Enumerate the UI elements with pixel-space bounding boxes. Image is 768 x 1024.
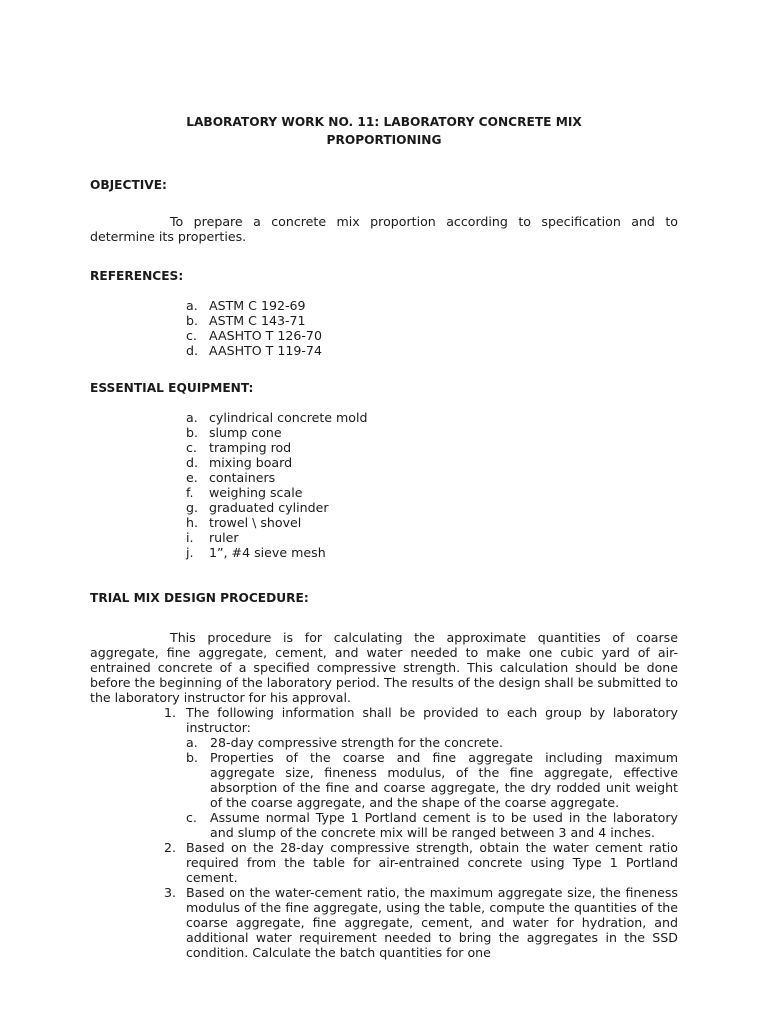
list-marker: b. — [186, 313, 198, 328]
procedure-step — [164, 840, 678, 885]
objective-text: To prepare a concrete mix proportion according to specification and to determine its properties. — [90, 214, 678, 244]
procedure-heading: TRIAL MIX DESIGN PROCEDURE: — [90, 591, 309, 605]
equipment-text: trowel \ shovel — [209, 515, 302, 530]
list-marker: c. — [186, 440, 197, 455]
equipment-text: 1”, #4 sieve mesh — [209, 545, 326, 560]
procedure-steps — [164, 705, 678, 960]
equipment-text: graduated cylinder — [209, 500, 329, 515]
list-item — [186, 530, 678, 545]
title-line-1: LABORATORY WORK NO. 11: LABORATORY CONCRETE MIX — [186, 115, 582, 129]
list-item — [186, 410, 678, 425]
references-list — [186, 298, 678, 358]
document-page — [90, 113, 678, 960]
list-marker: j. — [186, 545, 194, 560]
list-marker: g. — [186, 500, 198, 515]
list-item — [186, 810, 678, 840]
reference-text: AASHTO T 126-70 — [209, 328, 322, 343]
step-sub-list — [186, 735, 678, 840]
equipment-text: weighing scale — [209, 485, 303, 500]
step-marker: 2. — [164, 840, 177, 855]
list-item — [186, 545, 678, 560]
equipment-text: slump cone — [209, 425, 282, 440]
list-item — [186, 455, 678, 470]
equipment-text: mixing board — [209, 455, 293, 470]
list-item — [186, 440, 678, 455]
list-marker: b. — [186, 425, 198, 440]
list-item — [186, 298, 678, 313]
sub-step-text: Assume normal Type 1 Portland cement is to be used in the laboratory and slump of the concrete mix will be ranged between 3 and 4 inches. — [210, 810, 678, 840]
list-marker: h. — [186, 515, 198, 530]
step-text: Based on the 28-day compressive strength, obtain the water cement ratio required from the table for air-entrained concrete using Type 1 Portland cement. — [186, 840, 678, 885]
list-item — [186, 735, 678, 750]
equipment-text: containers — [209, 470, 276, 485]
list-item — [186, 500, 678, 515]
list-item — [186, 328, 678, 343]
list-marker: a. — [186, 298, 198, 313]
reference-text: AASHTO T 119-74 — [209, 343, 322, 358]
step-marker: 1. — [164, 705, 177, 720]
list-marker: d. — [186, 343, 198, 358]
list-item — [186, 750, 678, 810]
sub-step-text: 28-day compressive strength for the concrete. — [210, 735, 504, 750]
equipment-heading: ESSENTIAL EQUIPMENT: — [90, 381, 254, 395]
step-text: Based on the water-cement ratio, the maximum aggregate size, the fineness modulus of the fine aggregate, using the table, compute the quantities of the coarse aggregate, fine aggregate, cement, and water for hydration, and additional water requirement needed to bring the aggregates in the SSD condition. Calculate the batch quantities for one — [186, 885, 678, 960]
procedure-intro: This procedure is for calculating the approximate quantities of coarse aggregate, fine aggregate, cement, and water needed to make one cubic yard of air-entrained concrete of a specified compressive strength. This calculation should be done before the beginning of the laboratory period. The results of the design shall be submitted to the laboratory instructor for his approval. — [90, 630, 678, 705]
title-line-2: PROPORTIONING — [326, 133, 442, 147]
list-marker: b. — [186, 750, 198, 765]
reference-text: ASTM C 192-69 — [209, 298, 306, 313]
document-title — [90, 113, 678, 149]
equipment-text: tramping rod — [209, 440, 292, 455]
equipment-list — [186, 410, 678, 560]
procedure-step — [164, 885, 678, 960]
equipment-text: ruler — [209, 530, 239, 545]
list-marker: a. — [186, 735, 198, 750]
step-marker: 3. — [164, 885, 177, 900]
equipment-text: cylindrical concrete mold — [209, 410, 368, 425]
objective-heading: OBJECTIVE: — [90, 178, 167, 192]
list-marker: i. — [186, 530, 194, 545]
list-marker: e. — [186, 470, 198, 485]
step-text: The following information shall be provided to each group by laboratory instructor: — [186, 705, 678, 735]
list-marker: a. — [186, 410, 198, 425]
list-item — [186, 313, 678, 328]
list-item — [186, 485, 678, 500]
procedure-step — [164, 705, 678, 840]
sub-step-text: Properties of the coarse and fine aggregate including maximum aggregate size, fineness modulus, of the fine aggregate, effective absorption of the fine and coarse aggregate, the dry rodded unit weight of the coarse aggregate, and the shape of the coarse aggregate. — [210, 750, 678, 810]
list-marker: c. — [186, 328, 197, 343]
list-marker: f. — [186, 485, 194, 500]
references-heading: REFERENCES: — [90, 269, 184, 283]
reference-text: ASTM C 143-71 — [209, 313, 306, 328]
list-marker: c. — [186, 810, 197, 825]
list-item — [186, 343, 678, 358]
list-item — [186, 425, 678, 440]
list-item — [186, 470, 678, 485]
list-item — [186, 515, 678, 530]
list-marker: d. — [186, 455, 198, 470]
